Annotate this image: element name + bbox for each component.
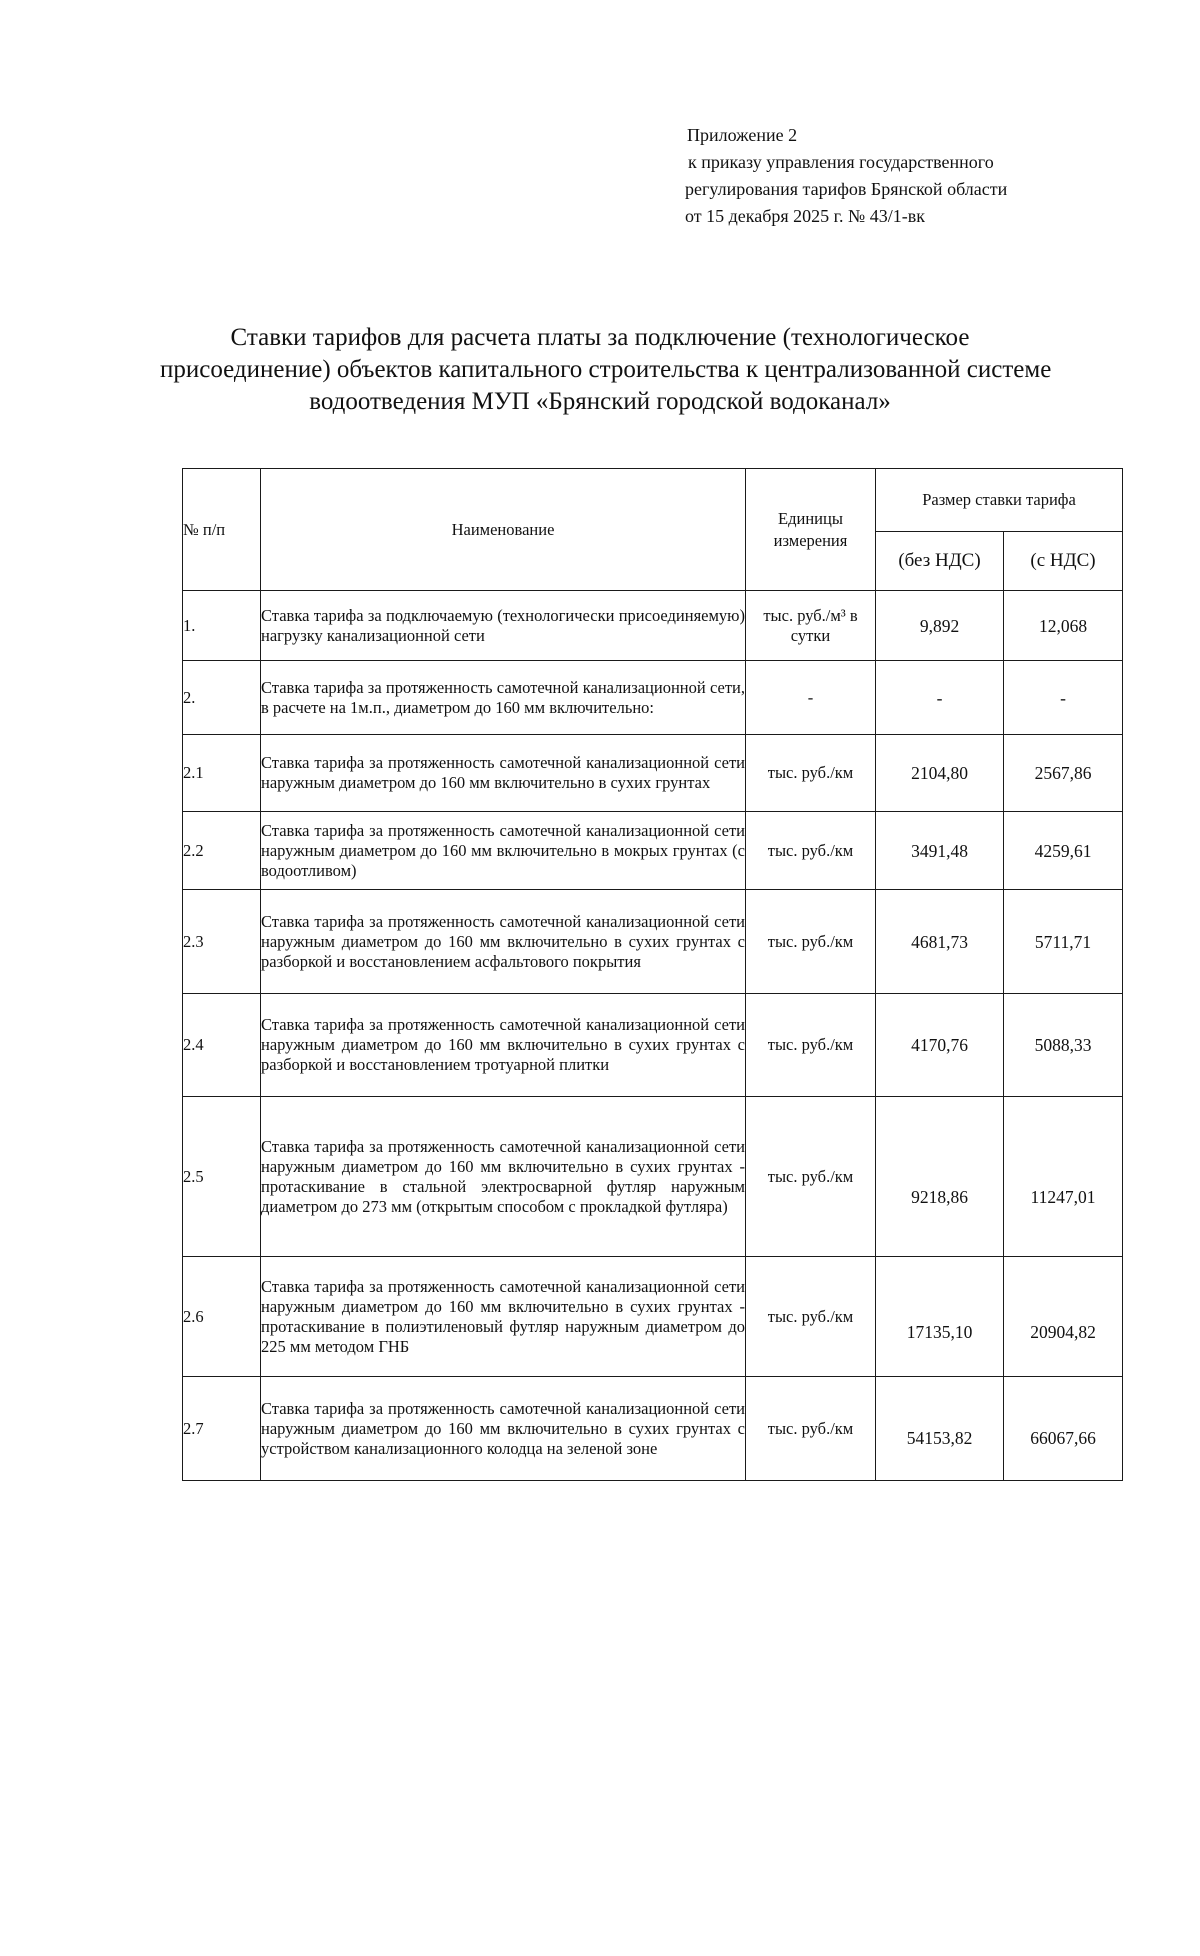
- row-value-with-vat: 20904,82: [1004, 1257, 1123, 1377]
- appendix-number: Приложение 2: [687, 125, 798, 145]
- row-name-text: Ставка тарифа за протяженность самотечной канализационной сети наружным диаметром до 160 мм включительно в сухих грунтах: [261, 753, 745, 792]
- row-value-with-vat: 12,068: [1004, 591, 1123, 661]
- header-name: Наименование: [261, 469, 746, 591]
- table-row: [183, 661, 1123, 735]
- document-title: [160, 322, 1052, 418]
- row-name: [261, 591, 746, 661]
- table-row: [183, 994, 1123, 1097]
- row-name-text: Ставка тарифа за протяженность самотечной канализационной сети наружным диаметром до 160 мм включительно в сухих грунтах с устройством канализационного колодца на зеленой зоне: [261, 1398, 745, 1458]
- row-number: 2.4: [183, 994, 261, 1097]
- row-value-with-vat: -: [1004, 661, 1123, 735]
- row-name: [261, 1257, 746, 1377]
- table-row: [183, 890, 1123, 994]
- title-line-1: Ставки тарифов для расчета платы за подключение (технологическое: [230, 324, 970, 351]
- table-row: [183, 1377, 1123, 1481]
- row-number: 2.: [183, 661, 261, 735]
- tariff-table: [182, 468, 1123, 1481]
- row-name-text: Ставка тарифа за протяженность самотечной канализационной сети наружным диаметром до 160 мм включительно в сухих грунтах с разборкой и восстановлением тротуарной плитки: [261, 1015, 745, 1074]
- row-value-with-vat: 11247,01: [1004, 1097, 1123, 1257]
- header-with-vat: (с НДС): [1004, 532, 1123, 591]
- appendix-date: от 15 декабря 2025 г. № 43/1-вк: [685, 206, 925, 226]
- row-name-text: Ставка тарифа за протяженность самотечной канализационной сети наружным диаметром до 160 мм включительно в сухих грунтах с разборкой и восстановлением асфальтового покрытия: [261, 911, 745, 971]
- row-number: 1.: [183, 591, 261, 661]
- row-value-no-vat: 2104,80: [876, 735, 1004, 812]
- row-name: [261, 661, 746, 735]
- table-row: [183, 591, 1123, 661]
- row-name: [261, 890, 746, 994]
- row-value-no-vat: 17135,10: [876, 1257, 1004, 1377]
- row-unit: тыс. руб./км: [746, 1097, 876, 1257]
- row-number: 2.7: [183, 1377, 261, 1481]
- row-value-with-vat: 2567,86: [1004, 735, 1123, 812]
- row-name-text: Ставка тарифа за подключаемую (технологически присоединяемую) нагрузку канализационной сети: [261, 605, 745, 645]
- row-number: 2.6: [183, 1257, 261, 1377]
- row-unit: тыс. руб./км: [746, 812, 876, 890]
- row-unit: тыс. руб./км: [746, 890, 876, 994]
- row-value-no-vat: 9218,86: [876, 1097, 1004, 1257]
- row-value-with-vat: 4259,61: [1004, 812, 1123, 890]
- row-number: 2.5: [183, 1097, 261, 1257]
- table-row: [183, 735, 1123, 812]
- row-value-no-vat: 4170,76: [876, 994, 1004, 1097]
- row-value-no-vat: 54153,82: [876, 1377, 1004, 1481]
- header-tariff-size: Размер ставки тарифа: [876, 469, 1123, 532]
- appendix-authority: регулирования тарифов Брянской области: [685, 179, 1008, 199]
- row-name: [261, 994, 746, 1097]
- row-unit: тыс. руб./км: [746, 1377, 876, 1481]
- row-unit: тыс. руб./км: [746, 735, 876, 812]
- table-row: [183, 1097, 1123, 1257]
- row-name: [261, 735, 746, 812]
- row-value-with-vat: 5088,33: [1004, 994, 1123, 1097]
- row-name-text: Ставка тарифа за протяженность самотечной канализационной сети наружным диаметром до 160 мм включительно в сухих грунтах - протаскивание в стальной электросварной футляр наружным диаметром до 273 мм (открытым способом с прокладкой футляра): [261, 1136, 745, 1216]
- row-value-with-vat: 66067,66: [1004, 1377, 1123, 1481]
- header-unit: Единицы измерения: [746, 469, 876, 591]
- row-number: 2.2: [183, 812, 261, 890]
- title-line-3: водоотведения МУП «Брянский городской водоканал»: [309, 388, 891, 415]
- row-unit: тыс. руб./км: [746, 994, 876, 1097]
- title-line-2: присоединение) объектов капитального строительства к централизованной системе: [160, 356, 1052, 383]
- row-value-no-vat: 9,892: [876, 591, 1004, 661]
- row-name: [261, 1097, 746, 1257]
- row-name: [261, 1377, 746, 1481]
- row-name-text: Ставка тарифа за протяженность самотечной канализационной сети наружным диаметром до 160 мм включительно в сухих грунтах - протаскивание в полиэтиленовый футляр наружным диаметром до 225 мм методом ГНБ: [261, 1276, 745, 1356]
- header-number: № п/п: [183, 469, 261, 591]
- row-name: [261, 812, 746, 890]
- table-row: [183, 1257, 1123, 1377]
- row-unit: тыс. руб./м³ в сутки: [746, 591, 876, 661]
- row-unit: тыс. руб./км: [746, 1257, 876, 1377]
- row-unit: -: [746, 661, 876, 735]
- row-number: 2.3: [183, 890, 261, 994]
- appendix-header: [685, 122, 1085, 230]
- table-row: [183, 812, 1123, 890]
- row-name-text: Ставка тарифа за протяженность самотечной канализационной сети наружным диаметром до 160 мм включительно в мокрых грунтах (с водоотливом): [261, 820, 745, 880]
- row-number: 2.1: [183, 735, 261, 812]
- row-value-no-vat: 4681,73: [876, 890, 1004, 994]
- row-name-text: Ставка тарифа за протяженность самотечной канализационной сети, в расчете на 1м.п., диаметром до 160 мм включительно:: [261, 677, 745, 717]
- row-value-no-vat: 3491,48: [876, 812, 1004, 890]
- appendix-order-ref: к приказу управления государственного: [688, 152, 994, 172]
- header-no-vat: (без НДС): [876, 532, 1004, 591]
- row-value-no-vat: -: [876, 661, 1004, 735]
- row-value-with-vat: 5711,71: [1004, 890, 1123, 994]
